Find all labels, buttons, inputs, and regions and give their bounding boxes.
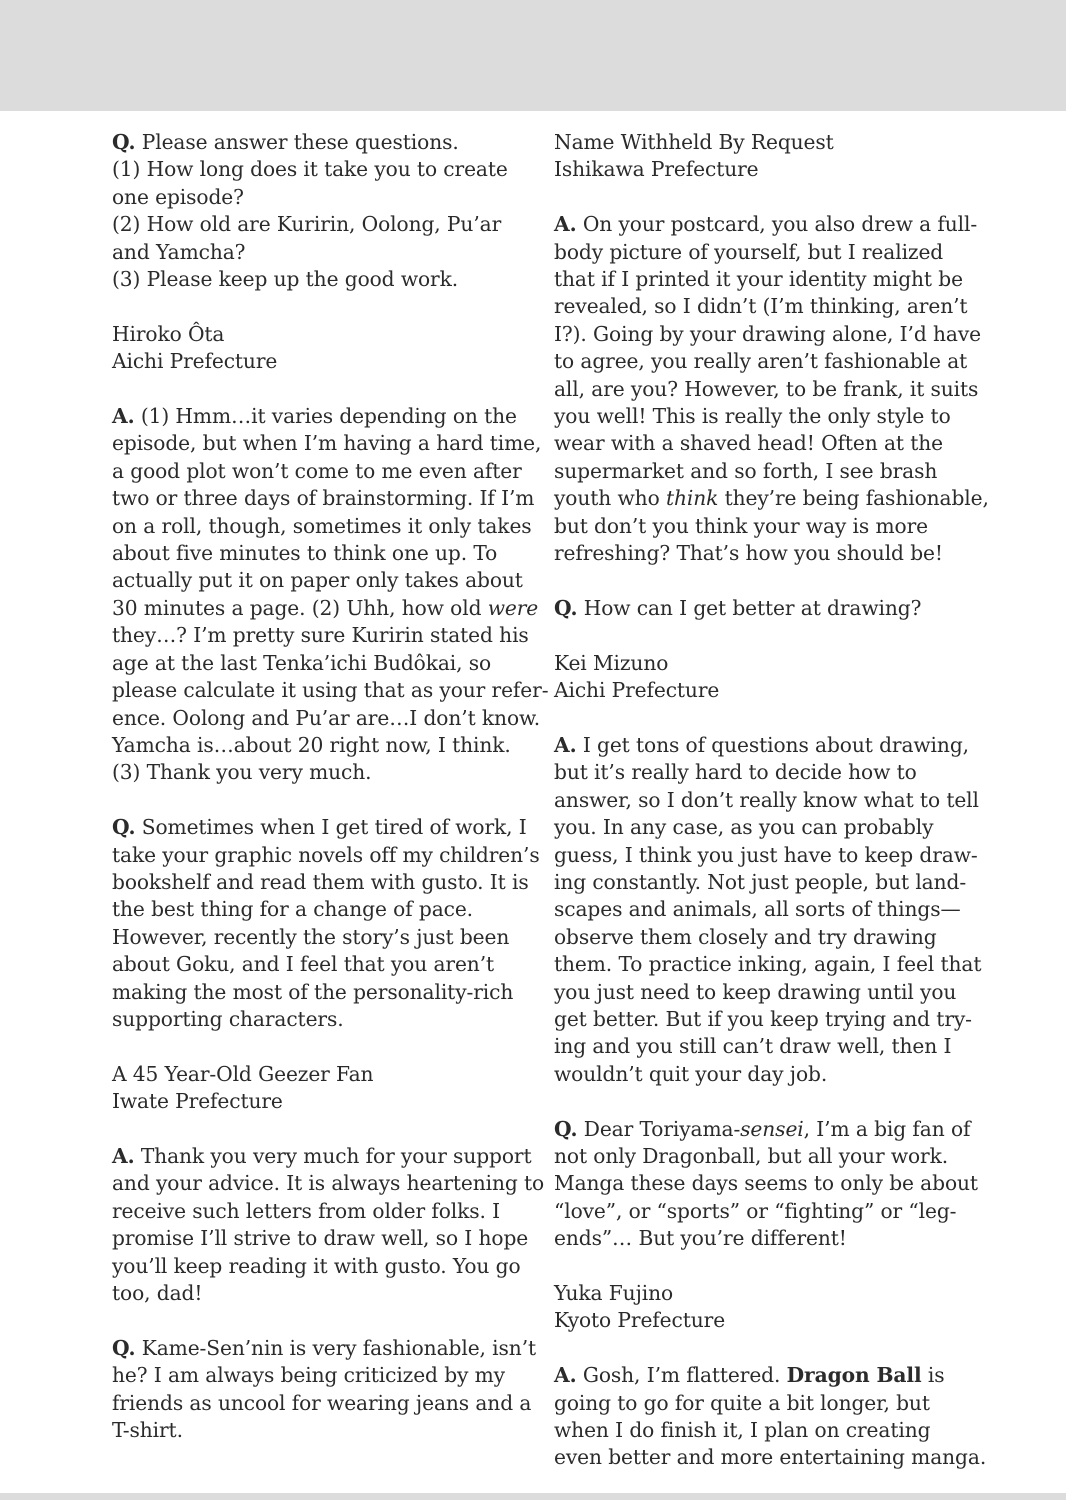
text-line: ence. Oolong and Pu’ar are…I don’t know. bbox=[112, 705, 541, 730]
answer-block bbox=[554, 732, 982, 1088]
text-run: , I’m a big fan of bbox=[803, 1116, 971, 1141]
answer-block bbox=[112, 1143, 545, 1307]
text-line: one episode? bbox=[112, 184, 244, 209]
text-line: ing constantly. Not just people, but land- bbox=[554, 869, 967, 894]
sender-location: Ishikawa Prefecture bbox=[554, 157, 759, 182]
text-line: ends”… But you’re different! bbox=[554, 1226, 847, 1251]
text-line: and your advice. It is always heartening to bbox=[112, 1171, 545, 1196]
text-line: making the most of the personality-rich bbox=[112, 979, 514, 1004]
answer-marker: A. bbox=[112, 1143, 135, 1168]
sender-block bbox=[112, 321, 527, 376]
text-line: (2) How old are Kuririn, Oolong, Pu’ar bbox=[112, 212, 502, 237]
emphasis-text: sensei bbox=[740, 1116, 804, 1141]
text-line: supporting characters. bbox=[112, 1006, 344, 1031]
title-text: Dragon Ball bbox=[786, 1363, 922, 1388]
text-line: you’ll keep reading it with gusto. You go bbox=[112, 1253, 521, 1278]
text-line: Q. Please answer these questions. bbox=[112, 130, 459, 154]
text-line: Q. How can I get better at drawing? bbox=[554, 595, 922, 620]
question-block bbox=[112, 129, 527, 293]
text-line: A. I get tons of questions about drawing, bbox=[554, 732, 969, 757]
question-marker: Q. bbox=[554, 1116, 578, 1141]
text-line: (3) Please keep up the good work. bbox=[112, 267, 459, 292]
text-line: when I do finish it, I plan on creating bbox=[554, 1417, 931, 1442]
text-line: too, dad! bbox=[112, 1280, 203, 1305]
text-line: friends as uncool for wearing jeans and a bbox=[112, 1390, 532, 1415]
text-line: refreshing? That’s how you should be! bbox=[554, 541, 943, 566]
question-marker: Q. bbox=[112, 815, 136, 840]
sender-block bbox=[554, 1280, 974, 1335]
answer-block bbox=[554, 211, 989, 567]
text-line: two or three days of brainstorming. If I’m bbox=[112, 486, 535, 511]
text-line: but don’t you think your way is more bbox=[554, 513, 928, 538]
text-line: “love”, or “sports” or “fighting” or “leg- bbox=[554, 1198, 957, 1223]
text-line: that if I printed it your identity might be bbox=[554, 267, 963, 292]
sender-name: Hiroko Ôta bbox=[112, 321, 225, 346]
text-run: 30 minutes a page. (2) Uhh, how old bbox=[112, 595, 488, 620]
text-line: about five minutes to think one up. To bbox=[112, 541, 498, 566]
text-line bbox=[554, 1116, 974, 1143]
text-line: on a roll, though, sometimes it only takes bbox=[112, 513, 532, 538]
text-line: he? I am always being criticized by my bbox=[112, 1363, 505, 1388]
text-line: guess, I think you just have to keep draw- bbox=[554, 842, 978, 867]
text-line: I?). Going by your drawing alone, I’d have bbox=[554, 321, 981, 346]
text-line: episode, but when I’m having a hard time, bbox=[112, 431, 542, 456]
sender-block bbox=[554, 650, 974, 705]
sender-name: Kei Mizuno bbox=[554, 650, 669, 675]
answer-marker: A. bbox=[112, 404, 135, 429]
answer-marker: A. bbox=[554, 1363, 577, 1388]
text-line: A. On your postcard, you also drew a full- bbox=[554, 212, 978, 237]
text-line: ing and you still can’t draw well, then I bbox=[554, 1034, 952, 1059]
text-line: answer, so I don’t really know what to tell bbox=[554, 787, 979, 812]
text-line: wouldn’t quit your day job. bbox=[554, 1061, 828, 1086]
text-line: Q. Kame-Sen’nin is very fashionable, isn’t bbox=[112, 1335, 537, 1360]
text-line: observe them closely and try drawing bbox=[554, 924, 937, 949]
question-block bbox=[112, 1335, 537, 1445]
text-line: Q. Sometimes when I get tired of work, I bbox=[112, 815, 527, 840]
text-line: get better. But if you keep trying and try- bbox=[554, 1006, 972, 1031]
top-margin-band bbox=[0, 0, 1066, 111]
sender-location: Aichi Prefecture bbox=[112, 349, 278, 374]
question-marker: Q. bbox=[554, 595, 578, 620]
question-marker: Q. bbox=[112, 1335, 136, 1360]
text-line: not only Dragonball, but all your work. bbox=[554, 1143, 949, 1168]
question-block bbox=[554, 595, 974, 622]
sender-block bbox=[554, 129, 974, 184]
text-line bbox=[554, 1362, 974, 1389]
text-run: youth who bbox=[554, 486, 666, 511]
text-line: scapes and animals, all sorts of things— bbox=[554, 897, 961, 922]
text-line: a good plot won’t come to me even after bbox=[112, 458, 522, 483]
text-run: they’re being fashionable, bbox=[718, 486, 989, 511]
text-line: the best thing for a change of pace. bbox=[112, 897, 473, 922]
text-line: body picture of yourself, but I realized bbox=[554, 239, 944, 264]
text-line: you well! This is really the only style to bbox=[554, 404, 951, 429]
answer-block bbox=[112, 403, 549, 787]
sender-name: A 45 Year-Old Geezer Fan bbox=[112, 1061, 374, 1086]
answer-marker: A. bbox=[554, 732, 577, 757]
text-line: However, recently the story’s just been bbox=[112, 924, 510, 949]
text-line: take your graphic novels off my children’s bbox=[112, 842, 540, 867]
sender-location: Kyoto Prefecture bbox=[554, 1308, 726, 1333]
text-line: going to go for quite a bit longer, but bbox=[554, 1390, 930, 1415]
text-line: all, are you? However, to be frank, it suits bbox=[554, 376, 979, 401]
text-run: Q. Dear Toriyama- bbox=[554, 1116, 741, 1141]
text-line: (3) Thank you very much. bbox=[112, 760, 372, 785]
text-line bbox=[554, 485, 989, 512]
text-line bbox=[112, 595, 539, 622]
text-line: they…? I’m pretty sure Kuririn stated his bbox=[112, 623, 529, 648]
text-line: revealed, so I didn’t (I’m thinking, aren’t bbox=[554, 294, 968, 319]
text-run: is bbox=[921, 1363, 945, 1388]
text-line: receive such letters from older folks. I bbox=[112, 1198, 501, 1223]
text-line: you. In any case, as you can probably bbox=[554, 815, 934, 840]
text-run: A. Gosh, I’m flattered. bbox=[554, 1363, 787, 1388]
text-line: (1) How long does it take you to create bbox=[112, 157, 508, 182]
sender-block bbox=[112, 1061, 527, 1116]
text-line: age at the last Tenka’ichi Budôkai, so bbox=[112, 650, 492, 675]
text-line: them. To practice inking, again, I feel that bbox=[554, 952, 982, 977]
text-line: Manga these days seems to only be about bbox=[554, 1171, 978, 1196]
bottom-margin-band bbox=[0, 1493, 1066, 1500]
question-block bbox=[112, 814, 540, 1033]
text-line: please calculate it using that as your refer- bbox=[112, 678, 549, 703]
text-line: Yamcha is…about 20 right now, I think. bbox=[112, 732, 511, 757]
text-line: promise I’ll strive to draw well, so I hope bbox=[112, 1226, 529, 1251]
text-line: but it’s really hard to decide how to bbox=[554, 760, 917, 785]
text-line: A. (1) Hmm…it varies depending on the bbox=[112, 404, 517, 429]
text-line: you just need to keep drawing until you bbox=[554, 979, 957, 1004]
text-line: A. Thank you very much for your support bbox=[112, 1143, 532, 1168]
sender-location: Aichi Prefecture bbox=[554, 678, 720, 703]
emphasis-text: think bbox=[665, 486, 719, 511]
text-line: to agree, you really aren’t fashionable at bbox=[554, 349, 968, 374]
sender-name: Yuka Fujino bbox=[554, 1280, 674, 1305]
text-line: even better and more entertaining manga. bbox=[554, 1445, 987, 1470]
text-line: and Yamcha? bbox=[112, 239, 246, 264]
text-line: about Goku, and I feel that you aren’t bbox=[112, 952, 495, 977]
left-column bbox=[112, 129, 549, 1472]
right-column bbox=[554, 129, 989, 1499]
text-line: wear with a shaved head! Often at the bbox=[554, 431, 944, 456]
sender-name: Name Withheld By Request bbox=[554, 130, 834, 154]
answer-marker: A. bbox=[554, 212, 577, 237]
text-line: supermarket and so forth, I see brash bbox=[554, 458, 938, 483]
sender-location: Iwate Prefecture bbox=[112, 1089, 283, 1114]
question-marker: Q. bbox=[112, 130, 136, 154]
text-line: actually put it on paper only takes about bbox=[112, 568, 523, 593]
question-block bbox=[554, 1116, 978, 1253]
answer-block bbox=[554, 1362, 987, 1472]
text-line: bookshelf and read them with gusto. It is bbox=[112, 869, 529, 894]
text-line: T-shirt. bbox=[112, 1418, 183, 1442]
emphasis-text: were bbox=[487, 595, 539, 620]
